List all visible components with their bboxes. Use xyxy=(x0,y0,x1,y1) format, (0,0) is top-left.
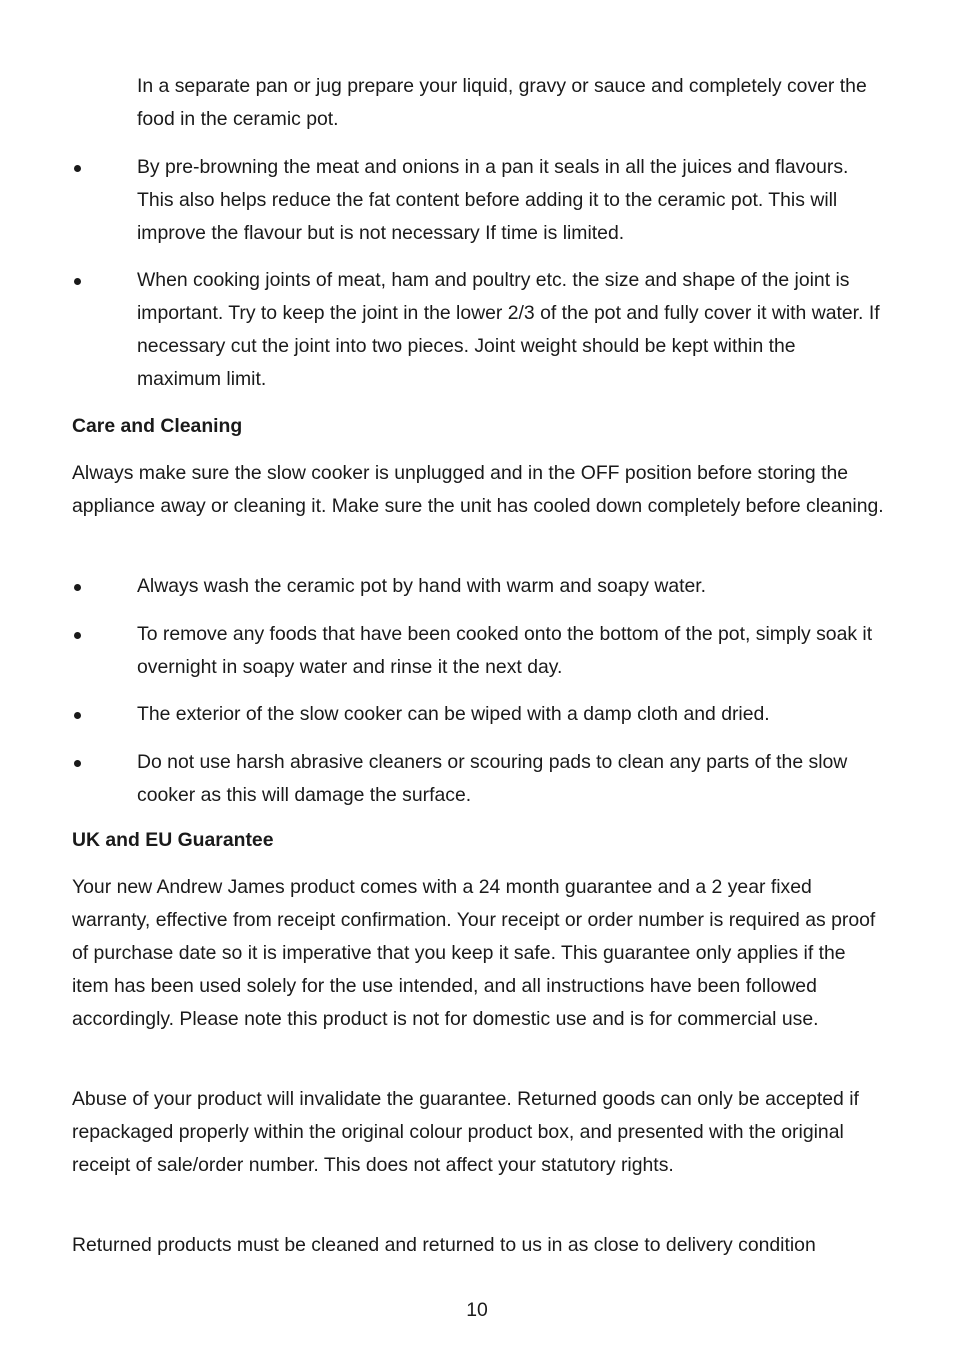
guarantee-paragraph: Your new Andrew James product comes with a 24 month guarantee and a 2 year fixed warranty, effective from receipt confirmation. Your receipt or order number is required as proof of purchase date so it is imperative that you keep it safe. This guarantee only applies if the item has been used solely for the use intended, and all instructions have been followed accordingly. Please note this product is not for domestic use and is for commercial use. xyxy=(72,876,876,1030)
intro-paragraph: In a separate pan or jug prepare your liquid, gravy or sauce and completely cover the food in the ceramic pot. xyxy=(137,75,867,130)
list-item-text: To remove any foods that have been cooked onto the bottom of the pot, simply soak it overnight in soapy water and rinse it the next day. xyxy=(137,623,873,678)
guarantee-paragraph: Returned products must be cleaned and returned to us in as close to delivery condition xyxy=(72,1234,816,1256)
page-number: 10 xyxy=(466,1299,488,1321)
list-item-text: Always wash the ceramic pot by hand with warm and soapy water. xyxy=(137,575,707,597)
bullet-icon xyxy=(74,584,81,591)
guarantee-paragraph: Abuse of your product will invalidate the guarantee. Returned goods can only be accepted if repackaged properly within the original colour product box, and presented with the original receipt of sale/order number. This does not affect your statutory rights. xyxy=(72,1088,859,1176)
list-item-text: When cooking joints of meat, ham and poultry etc. the size and shape of the joint is important. Try to keep the joint in the lower 2/3 of the pot and fully cover it with water. If necessary cut the joint into two pieces. Joint weight should be kept within the maximum limit. xyxy=(137,269,880,390)
section-heading-guarantee: UK and EU Guarantee xyxy=(72,829,274,851)
section-heading-care: Care and Cleaning xyxy=(72,415,243,437)
bullet-icon xyxy=(74,165,81,172)
list-item-text: The exterior of the slow cooker can be wiped with a damp cloth and dried. xyxy=(137,703,770,725)
bullet-icon xyxy=(74,712,81,719)
list-item-text: Do not use harsh abrasive cleaners or scouring pads to clean any parts of the slow cooker as this will damage the surface. xyxy=(137,751,848,806)
bullet-icon xyxy=(74,632,81,639)
bullet-icon xyxy=(74,278,81,285)
list-item-text: By pre-browning the meat and onions in a pan it seals in all the juices and flavours. This also helps reduce the fat content before adding it to the ceramic pot. This will improve the flavour but is not necessary If time is limited. xyxy=(137,156,849,244)
care-paragraph: Always make sure the slow cooker is unplugged and in the OFF position before storing the appliance away or cleaning it. Make sure the unit has cooled down completely before cleaning. xyxy=(72,462,884,517)
bullet-icon xyxy=(74,760,81,767)
